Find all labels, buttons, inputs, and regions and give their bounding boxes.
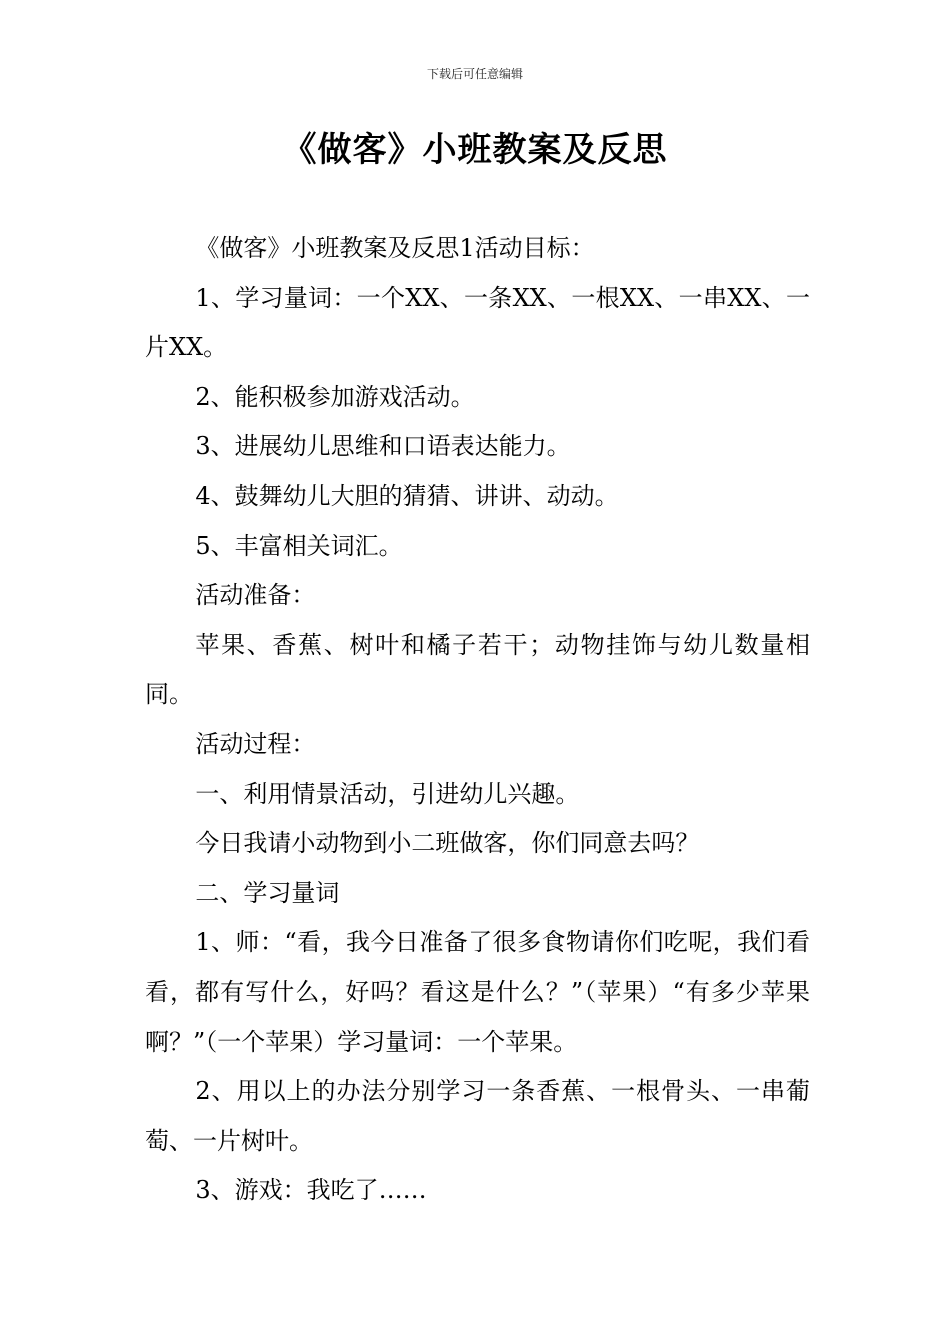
paragraph-step-one: 一、利用情景活动，引进幼儿兴趣。 [195, 779, 580, 808]
paragraph-step-two: 二、学习量词 [195, 878, 340, 907]
paragraph-preparation-heading: 活动准备： [195, 581, 316, 610]
paragraph-objective-1: 1、学习量词：一个XX、一条XX、一根XX、一串XX、一片XX。 [145, 283, 810, 362]
document-title: 《做客》小班教案及反思 [282, 130, 668, 170]
paragraph-objective-4: 4、鼓舞幼儿大胆的猜猜、讲讲、动动。 [195, 481, 619, 510]
paragraph-intro-objectives: 《做客》小班教案及反思1活动目标： [195, 234, 595, 262]
paragraph-objective-2: 2、能积极参加游戏活动。 [195, 382, 475, 411]
paragraph-method: 2、用以上的办法分别学习一条香蕉、一根骨头、一串葡萄、一片树叶。 [145, 1077, 810, 1155]
paragraph-objective-5: 5、丰富相关词汇。 [195, 531, 403, 560]
page-header-note: 下载后可任意编辑 [426, 67, 523, 81]
paragraph-process-heading: 活动过程： [195, 729, 316, 758]
paragraph-objective-3: 3、进展幼儿思维和口语表达能力。 [195, 432, 571, 461]
document-body [145, 224, 810, 1216]
paragraph-game: 3、游戏：我吃了…… [195, 1176, 427, 1205]
paragraph-dialogue: 1、师：“看，我今日准备了很多食物请你们吃呢，我们看看，都有写什么，好吗？看这是什么？”（苹果）“有多少苹果啊？”（一个苹果）学习量词：一个苹果。 [145, 928, 810, 1056]
paragraph-preparation-content: 苹果、香蕉、树叶和橘子若干；动物挂饰与幼儿数量相同。 [145, 630, 810, 709]
paragraph-invitation: 今日我请小动物到小二班做客，你们同意去吗？ [195, 829, 700, 858]
